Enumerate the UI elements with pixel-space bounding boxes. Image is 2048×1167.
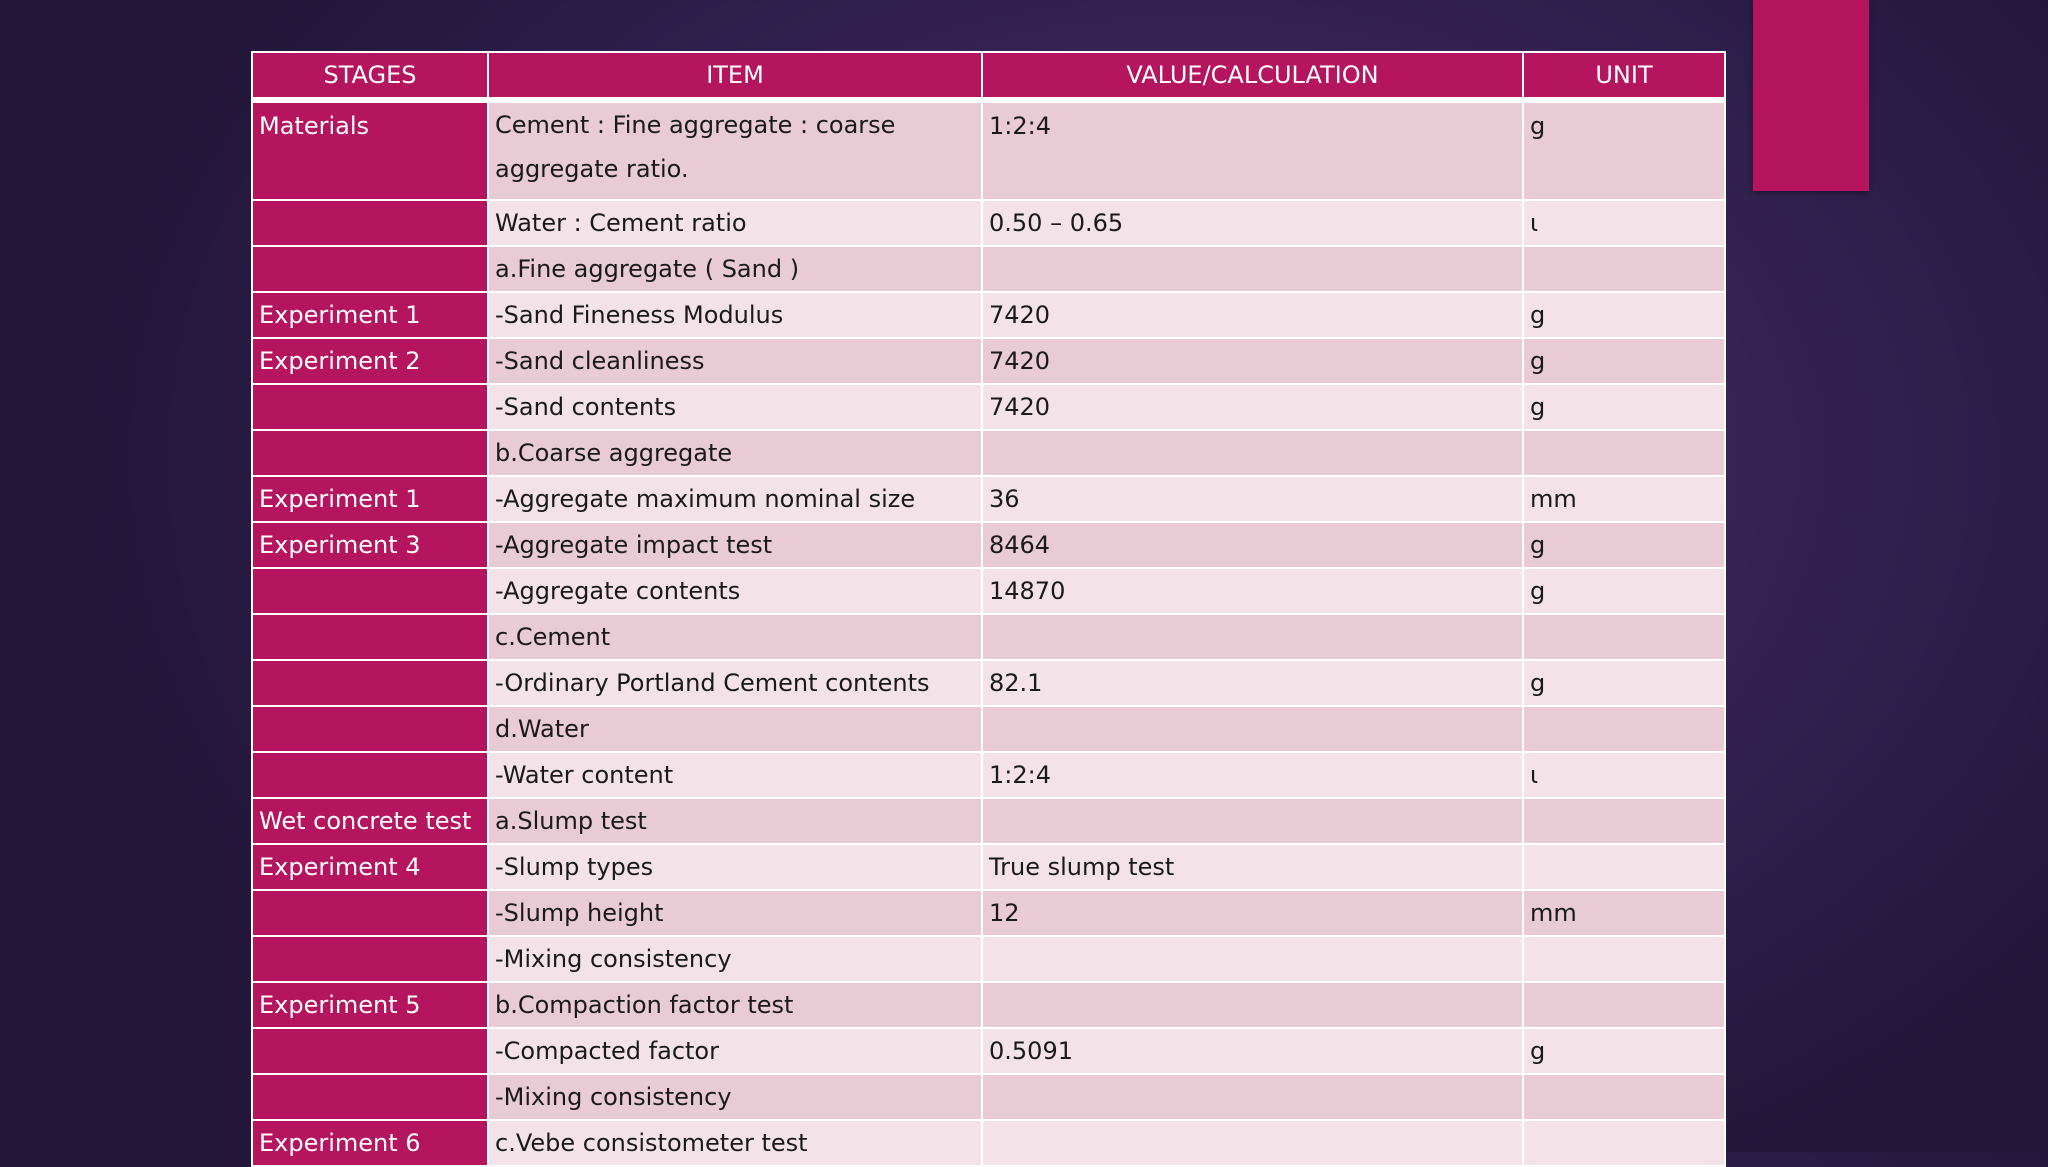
- unit-cell: g: [1523, 1028, 1725, 1074]
- table-row: [252, 936, 1725, 982]
- table-row: [252, 292, 1725, 338]
- item-cell: -Slump height: [488, 890, 982, 936]
- stage-cell: [252, 614, 488, 660]
- value-cell: [982, 706, 1523, 752]
- value-cell: 7420: [982, 292, 1523, 338]
- value-cell: [982, 798, 1523, 844]
- stage-cell: Experiment 1: [252, 292, 488, 338]
- unit-cell: [1523, 706, 1725, 752]
- value-cell: True slump test: [982, 844, 1523, 890]
- value-cell: 82.1: [982, 660, 1523, 706]
- stage-cell: Experiment 4: [252, 844, 488, 890]
- unit-cell: [1523, 614, 1725, 660]
- item-cell: Cement : Fine aggregate : coarse aggregate ratio.: [488, 100, 982, 200]
- table-row: [252, 384, 1725, 430]
- value-cell: [982, 246, 1523, 292]
- value-cell: 1:2:4: [982, 752, 1523, 798]
- value-cell: 7420: [982, 384, 1523, 430]
- stage-cell: [252, 752, 488, 798]
- item-cell: -Sand cleanliness: [488, 338, 982, 384]
- unit-cell: [1523, 844, 1725, 890]
- unit-cell: g: [1523, 100, 1725, 200]
- table-body: [252, 100, 1725, 1166]
- value-cell: 0.5091: [982, 1028, 1523, 1074]
- table-row: [252, 614, 1725, 660]
- value-cell: [982, 614, 1523, 660]
- item-cell: c.Vebe consistometer test: [488, 1120, 982, 1166]
- stage-cell: Experiment 2: [252, 338, 488, 384]
- stage-cell: [252, 568, 488, 614]
- item-cell: b.Coarse aggregate: [488, 430, 982, 476]
- header-item: ITEM: [488, 52, 982, 100]
- unit-cell: mm: [1523, 890, 1725, 936]
- unit-cell: g: [1523, 660, 1725, 706]
- unit-cell: g: [1523, 292, 1725, 338]
- item-cell: c.Cement: [488, 614, 982, 660]
- unit-cell: g: [1523, 568, 1725, 614]
- table-row: [252, 660, 1725, 706]
- value-cell: 36: [982, 476, 1523, 522]
- table-row: [252, 430, 1725, 476]
- stage-cell: Materials: [252, 100, 488, 200]
- item-cell: b.Compaction factor test: [488, 982, 982, 1028]
- value-cell: [982, 1120, 1523, 1166]
- item-cell: -Aggregate impact test: [488, 522, 982, 568]
- table-row: [252, 706, 1725, 752]
- table-row: [252, 1074, 1725, 1120]
- item-cell: -Water content: [488, 752, 982, 798]
- item-cell: -Ordinary Portland Cement contents: [488, 660, 982, 706]
- results-table: [251, 51, 1726, 1167]
- table-row: [252, 1028, 1725, 1074]
- table-row: [252, 246, 1725, 292]
- table-row: [252, 338, 1725, 384]
- unit-cell: ɩ: [1523, 752, 1725, 798]
- item-cell: -Compacted factor: [488, 1028, 982, 1074]
- table-row: [252, 844, 1725, 890]
- item-cell: -Mixing consistency: [488, 936, 982, 982]
- unit-cell: ɩ: [1523, 200, 1725, 246]
- stage-cell: Wet concrete test: [252, 798, 488, 844]
- value-cell: [982, 430, 1523, 476]
- unit-cell: [1523, 1120, 1725, 1166]
- stage-cell: Experiment 3: [252, 522, 488, 568]
- unit-cell: [1523, 982, 1725, 1028]
- item-cell: a.Slump test: [488, 798, 982, 844]
- value-cell: [982, 982, 1523, 1028]
- item-cell: -Aggregate maximum nominal size: [488, 476, 982, 522]
- value-cell: 1:2:4: [982, 100, 1523, 200]
- accent-block: [1753, 0, 1869, 191]
- table-row: [252, 476, 1725, 522]
- stage-cell: Experiment 6: [252, 1120, 488, 1166]
- table-row: [252, 798, 1725, 844]
- value-cell: [982, 936, 1523, 982]
- unit-cell: g: [1523, 338, 1725, 384]
- value-cell: 7420: [982, 338, 1523, 384]
- header-value: VALUE/CALCULATION: [982, 52, 1523, 100]
- value-cell: 12: [982, 890, 1523, 936]
- header-stages: STAGES: [252, 52, 488, 100]
- item-cell: -Mixing consistency: [488, 1074, 982, 1120]
- value-cell: [982, 1074, 1523, 1120]
- stage-cell: [252, 660, 488, 706]
- unit-cell: g: [1523, 384, 1725, 430]
- table-row: [252, 200, 1725, 246]
- stage-cell: [252, 200, 488, 246]
- value-cell: 0.50 – 0.65: [982, 200, 1523, 246]
- item-cell: -Sand contents: [488, 384, 982, 430]
- results-table-container: [251, 51, 1724, 1167]
- table-row: [252, 568, 1725, 614]
- table-header-row: [252, 52, 1725, 100]
- unit-cell: [1523, 246, 1725, 292]
- unit-cell: mm: [1523, 476, 1725, 522]
- value-cell: 14870: [982, 568, 1523, 614]
- unit-cell: [1523, 430, 1725, 476]
- unit-cell: [1523, 1074, 1725, 1120]
- stage-cell: [252, 430, 488, 476]
- item-cell: a.Fine aggregate ( Sand ): [488, 246, 982, 292]
- table-row: [252, 1120, 1725, 1166]
- value-cell: 8464: [982, 522, 1523, 568]
- table-row: [252, 100, 1725, 200]
- header-unit: UNIT: [1523, 52, 1725, 100]
- item-cell: -Aggregate contents: [488, 568, 982, 614]
- unit-cell: [1523, 798, 1725, 844]
- stage-cell: [252, 1028, 488, 1074]
- item-cell: d.Water: [488, 706, 982, 752]
- stage-cell: [252, 246, 488, 292]
- unit-cell: [1523, 936, 1725, 982]
- table-row: [252, 982, 1725, 1028]
- item-cell: -Sand Fineness Modulus: [488, 292, 982, 338]
- stage-cell: Experiment 1: [252, 476, 488, 522]
- stage-cell: Experiment 5: [252, 982, 488, 1028]
- stage-cell: [252, 936, 488, 982]
- unit-cell: g: [1523, 522, 1725, 568]
- table-row: [252, 752, 1725, 798]
- stage-cell: [252, 890, 488, 936]
- table-row: [252, 522, 1725, 568]
- item-cell: -Slump types: [488, 844, 982, 890]
- table-row: [252, 890, 1725, 936]
- stage-cell: [252, 706, 488, 752]
- stage-cell: [252, 1074, 488, 1120]
- item-cell: Water : Cement ratio: [488, 200, 982, 246]
- stage-cell: [252, 384, 488, 430]
